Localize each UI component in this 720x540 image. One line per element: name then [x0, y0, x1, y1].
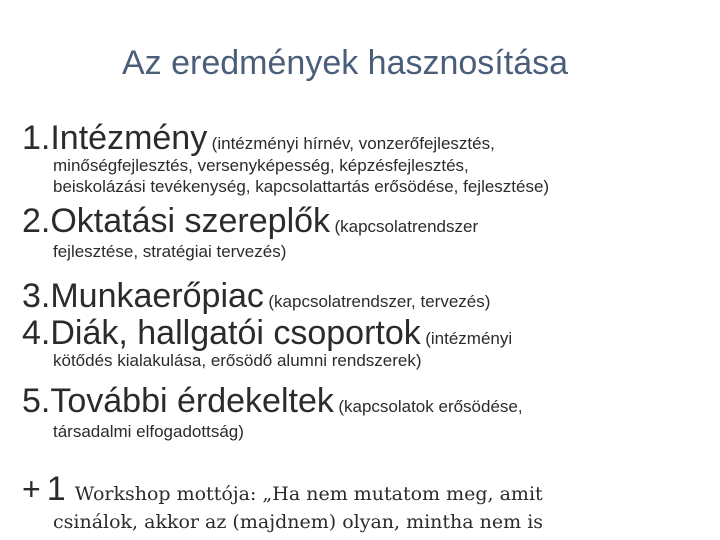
item-inline-text: (intézményi hírnév, vonzerőfejlesztés,	[211, 134, 495, 153]
item-continuation	[53, 350, 422, 371]
plus-sign: +	[22, 471, 41, 507]
item-heading: 5.További érdekeltek	[22, 382, 334, 420]
motto-number: 1	[46, 470, 66, 508]
item-heading: 3.Munkaerőpiac	[22, 277, 264, 315]
item-line: beiskolázási tevékenység, kapcsolattartás erősödése, fejlesztése)	[53, 177, 550, 196]
item-heading: 2.Oktatási szereplők	[22, 202, 331, 240]
list-item-stakeholders	[22, 381, 523, 441]
item-heading: 4.Diák, hallgatói csoportok	[22, 314, 421, 352]
list-item-labour-market	[22, 276, 490, 316]
item-inline-text: (kapcsolatrendszer	[334, 217, 479, 236]
item-heading: 1.Intézmény	[22, 119, 208, 157]
item-inline-text: (intézményi	[425, 329, 513, 348]
list-item-institution	[22, 118, 550, 196]
item-continuation	[53, 241, 286, 262]
motto-continuation: csinálok, akkor az (majdnem) olyan, mintha nem is	[53, 511, 544, 533]
item-continuation	[53, 155, 549, 197]
item-line: fejlesztése, stratégiai tervezés)	[53, 242, 287, 261]
item-continuation	[53, 421, 244, 442]
workshop-motto	[22, 470, 544, 533]
item-line: kötődés kialakulása, erősödő alumni rendszerek)	[53, 351, 422, 370]
motto-lead-text: Workshop mottója: „Ha nem mutatom meg, amit	[74, 483, 543, 505]
slide-title: Az eredmények hasznosítása	[122, 44, 569, 82]
list-item-education-actors	[22, 201, 479, 261]
item-line: minőségfejlesztés, versenyképesség, képzésfejlesztés,	[53, 156, 469, 175]
item-line: társadalmi elfogadottság)	[53, 422, 244, 441]
item-inline-text: (kapcsolatrendszer, tervezés)	[268, 292, 491, 311]
item-inline-text: (kapcsolatok erősödése,	[338, 397, 523, 416]
list-item-student-groups	[22, 313, 513, 370]
